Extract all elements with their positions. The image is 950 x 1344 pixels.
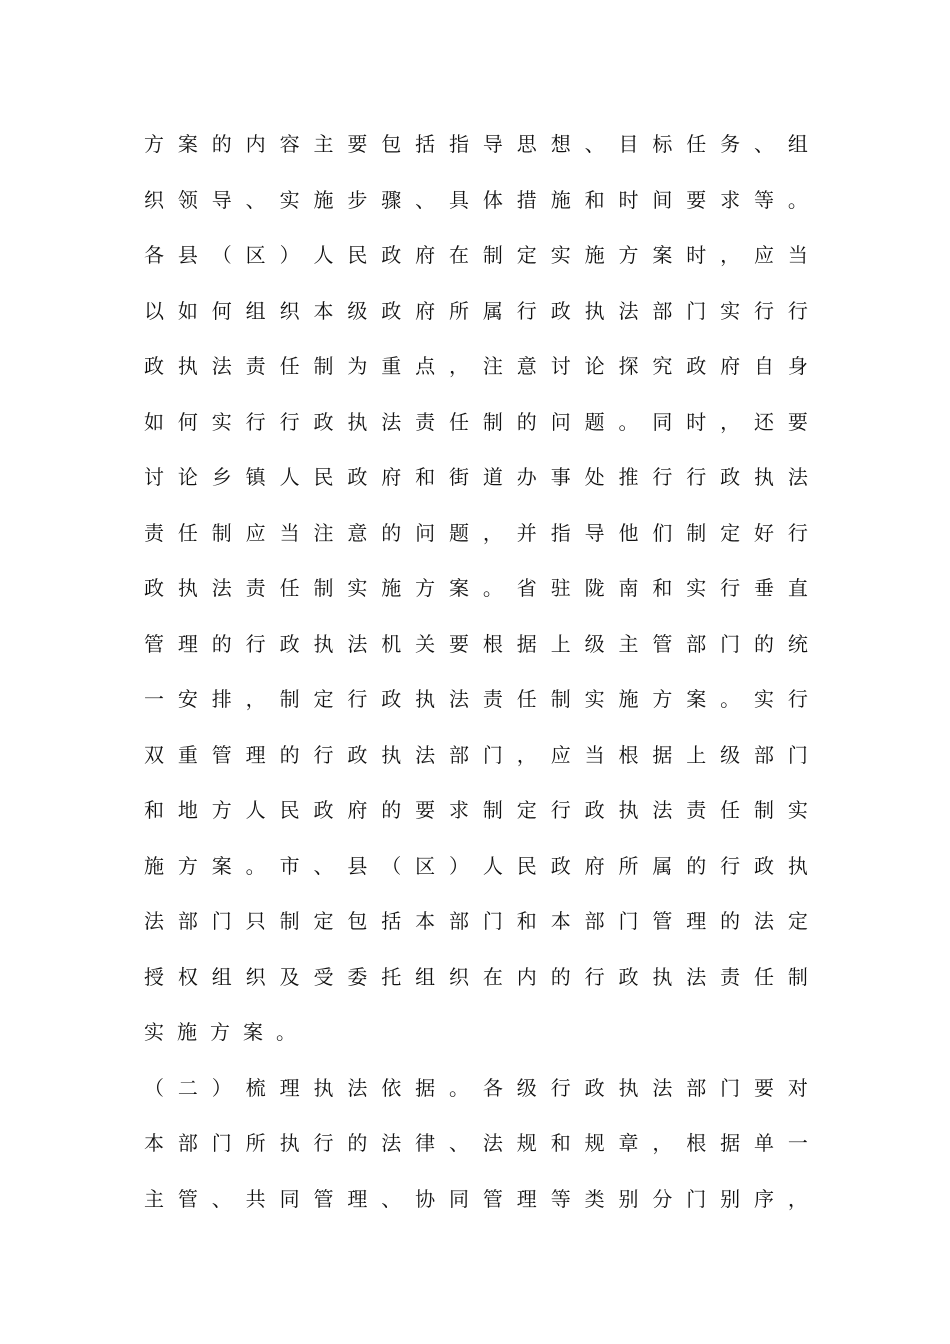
text-line-10: 管 理 的 行 政 执 法 机 关 要 根 据 上 级 主 管 部 门 的 统 (144, 631, 808, 656)
text-line-2: 织 领 导 、 实 施 步 骤 、 具 体 措 施 和 时 间 要 求 等 。 (144, 187, 808, 212)
text-line-15: 法 部 门 只 制 定 包 括 本 部 门 和 本 部 门 管 理 的 法 定 (144, 909, 808, 933)
text-line-17: 实施方案。 (144, 1020, 309, 1044)
text-line-8: 责 任 制 应 当 注 意 的 问 题 ， 并 指 导 他 们 制 定 好 行 (144, 520, 808, 545)
text-line-4: 以 如 何 组 织 本 级 政 府 所 属 行 政 执 法 部 门 实 行 行 (144, 298, 808, 323)
text-line-20: 主 管 、 共 同 管 理 、 协 同 管 理 等 类 别 分 门 别 序 ， (144, 1186, 808, 1211)
text-line-6: 如 何 实 行 行 政 执 法 责 任 制 的 问 题 。 同 时 ， 还 要 (144, 409, 808, 434)
document-body (144, 117, 808, 1227)
text-line-13: 和 地 方 人 民 政 府 的 要 求 制 定 行 政 执 法 责 任 制 实 (144, 798, 808, 822)
text-line-7: 讨 论 乡 镇 人 民 政 府 和 街 道 办 事 处 推 行 行 政 执 法 (144, 465, 808, 489)
text-line-16: 授 权 组 织 及 受 委 托 组 织 在 内 的 行 政 执 法 责 任 制 (144, 964, 808, 989)
text-line-19: 本 部 门 所 执 行 的 法 律 、 法 规 和 规 章 ， 根 据 单 一 (144, 1131, 808, 1155)
text-line-1: 方 案 的 内 容 主 要 包 括 指 导 思 想 、 目 标 任 务 、 组 (144, 132, 808, 156)
text-line-12: 双 重 管 理 的 行 政 执 法 部 门 ， 应 当 根 据 上 级 部 门 (144, 742, 808, 767)
text-line-5: 政 执 法 责 任 制 为 重 点 ， 注 意 讨 论 探 究 政 府 自 身 (144, 354, 808, 378)
text-line-3: 各 县 （ 区 ） 人 民 政 府 在 制 定 实 施 方 案 时 ， 应 当 (144, 243, 808, 267)
text-line-9: 政 执 法 责 任 制 实 施 方 案 。 省 驻 陇 南 和 实 行 垂 直 (144, 576, 808, 600)
text-line-11: 一 安 排 ， 制 定 行 政 执 法 责 任 制 实 施 方 案 。 实 行 (144, 687, 808, 711)
text-line-14: 施 方 案 。 市 、 县 （ 区 ） 人 民 政 府 所 属 的 行 政 执 (144, 853, 808, 878)
text-line-18: （ 二 ） 梳 理 执 法 依 据 。 各 级 行 政 执 法 部 门 要 对 (144, 1075, 808, 1100)
